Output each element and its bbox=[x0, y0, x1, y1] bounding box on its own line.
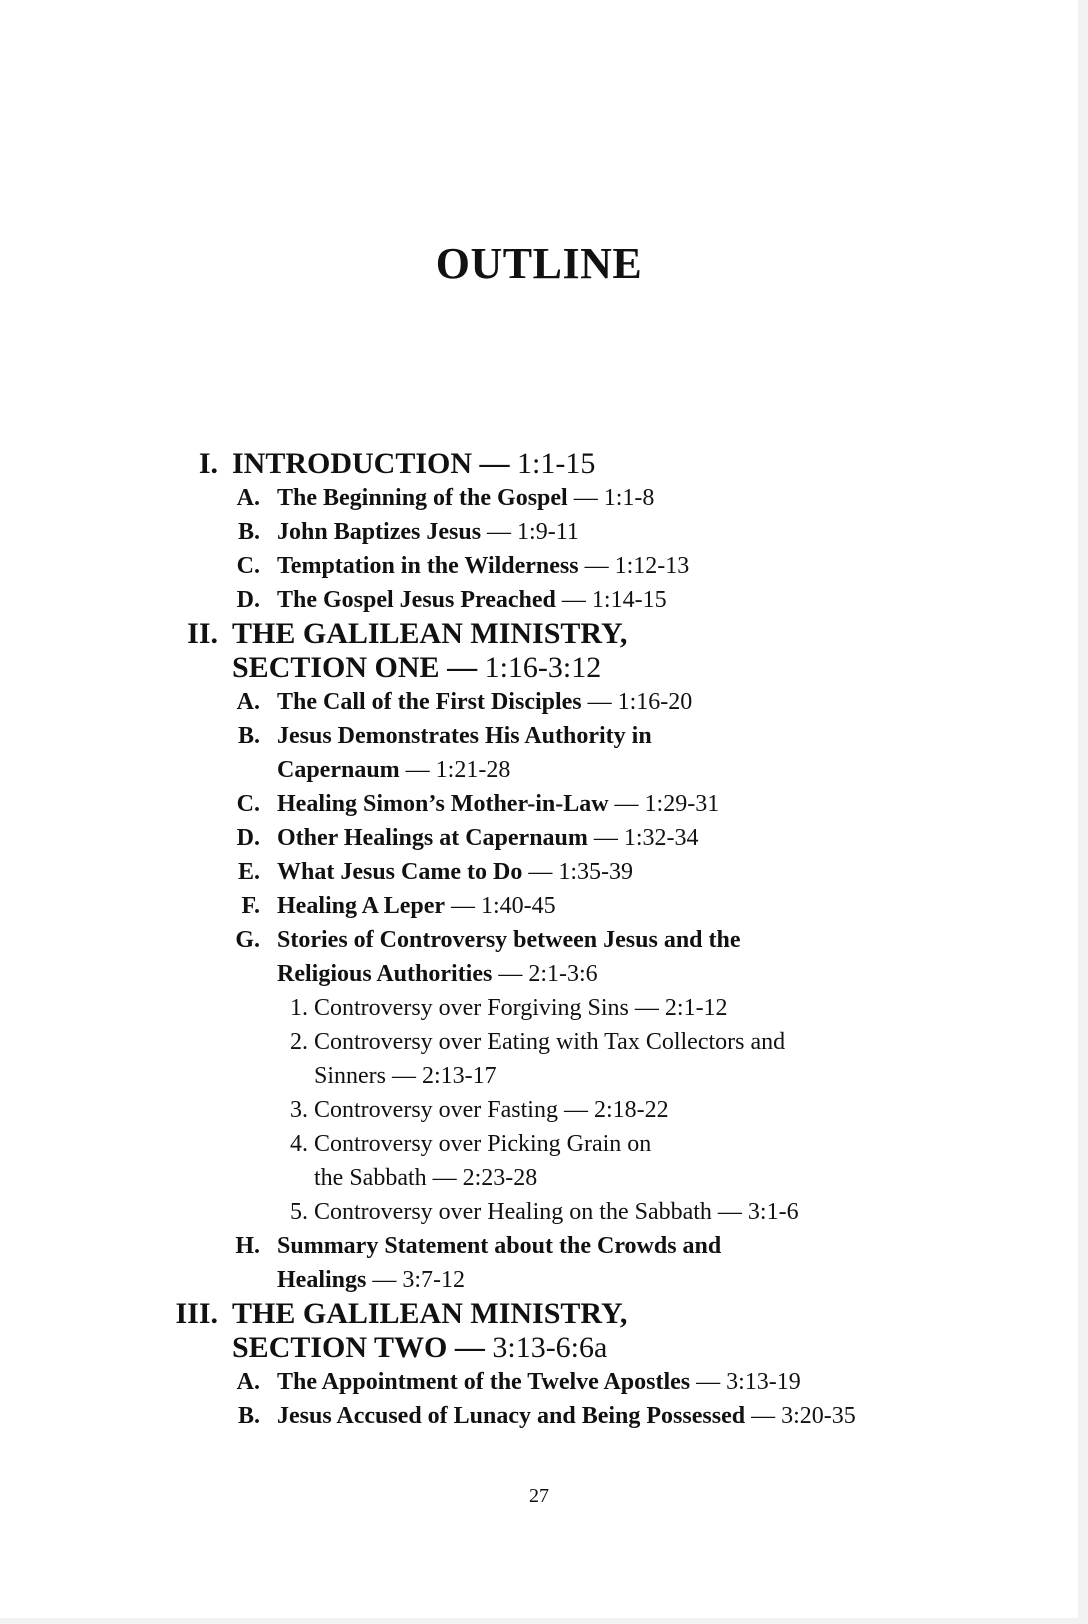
section-ii bbox=[0, 617, 1078, 651]
item-heading: Healing A Leper — 1:40-45 bbox=[277, 893, 556, 919]
item-ii-h bbox=[0, 1229, 1078, 1263]
section-number: I. bbox=[198, 447, 218, 480]
subitem-4 bbox=[0, 1127, 1078, 1161]
item-i-b bbox=[0, 515, 1078, 549]
item-letter: C. bbox=[236, 791, 260, 817]
section-heading-line1: THE GALILEAN MINISTRY, bbox=[232, 617, 628, 650]
section-heading-line2: SECTION TWO — 3:13-6:6a bbox=[232, 1331, 608, 1364]
subitem-text-line2: the Sabbath — 2:23-28 bbox=[314, 1165, 538, 1191]
subitem-number: 2. bbox=[290, 1029, 308, 1055]
page-title: OUTLINE bbox=[435, 239, 643, 288]
section-heading: INTRODUCTION — 1:1-15 bbox=[232, 447, 596, 480]
section-heading-line2: SECTION ONE — 1:16-3:12 bbox=[232, 651, 602, 684]
subitem-number: 3. bbox=[290, 1097, 308, 1123]
subitem-number: 4. bbox=[290, 1131, 308, 1157]
item-heading: What Jesus Came to Do — 1:35-39 bbox=[277, 859, 633, 885]
subitem-5 bbox=[0, 1195, 1078, 1229]
subitem-text: Controversy over Fasting — 2:18-22 bbox=[314, 1097, 669, 1123]
item-heading: The Beginning of the Gospel — 1:1-8 bbox=[277, 485, 655, 511]
section-iii-continued bbox=[0, 1331, 1078, 1365]
subitem-number: 1. bbox=[290, 995, 308, 1021]
item-heading: Temptation in the Wilderness — 1:12-13 bbox=[277, 553, 690, 579]
subitem-2-continued bbox=[0, 1059, 1078, 1093]
item-letter: B. bbox=[237, 519, 260, 545]
item-iii-b bbox=[0, 1399, 1078, 1433]
subitem-text-line2: Sinners — 2:13-17 bbox=[314, 1063, 497, 1089]
item-heading: Healing Simon’s Mother-in-Law — 1:29-31 bbox=[277, 791, 720, 817]
section-iii bbox=[0, 1297, 1078, 1331]
item-ii-e bbox=[0, 855, 1078, 889]
item-letter: F. bbox=[241, 893, 260, 919]
subitem-text-line1: Controversy over Picking Grain on bbox=[314, 1131, 652, 1157]
subitem-text: Controversy over Healing on the Sabbath — 3:1-6 bbox=[314, 1199, 799, 1225]
item-letter: A. bbox=[236, 689, 260, 715]
outline-list bbox=[0, 447, 1078, 1433]
item-heading-line2: Capernaum — 1:21-28 bbox=[277, 757, 511, 783]
subitem-3 bbox=[0, 1093, 1078, 1127]
item-heading-line1: Summary Statement about the Crowds and bbox=[277, 1233, 722, 1259]
item-ii-b-continued bbox=[0, 753, 1078, 787]
section-number: II. bbox=[187, 617, 218, 650]
item-heading: Other Healings at Capernaum — 1:32-34 bbox=[277, 825, 699, 851]
item-letter: E. bbox=[237, 859, 260, 885]
item-letter: C. bbox=[236, 553, 260, 579]
subitem-1 bbox=[0, 991, 1078, 1025]
item-heading: The Gospel Jesus Preached — 1:14-15 bbox=[277, 587, 667, 613]
item-i-c bbox=[0, 549, 1078, 583]
section-number: III. bbox=[175, 1297, 218, 1330]
subitem-text-line1: Controversy over Eating with Tax Collectors and bbox=[314, 1029, 786, 1055]
item-ii-g bbox=[0, 923, 1078, 957]
item-heading-line2: Healings — 3:7-12 bbox=[277, 1267, 466, 1293]
item-heading-line1: Stories of Controversy between Jesus and the bbox=[277, 927, 741, 953]
item-ii-d bbox=[0, 821, 1078, 855]
section-heading-line1: THE GALILEAN MINISTRY, bbox=[232, 1297, 628, 1330]
subitem-2 bbox=[0, 1025, 1078, 1059]
page-number: 27 bbox=[529, 1485, 549, 1507]
item-letter: A. bbox=[236, 1369, 260, 1395]
item-ii-a bbox=[0, 685, 1078, 719]
item-letter: G. bbox=[235, 927, 260, 953]
item-ii-h-continued bbox=[0, 1263, 1078, 1297]
subitem-4-continued bbox=[0, 1161, 1078, 1195]
item-heading: The Appointment of the Twelve Apostles — 3:13-19 bbox=[277, 1369, 801, 1395]
item-i-d bbox=[0, 583, 1078, 617]
item-heading-line1: Jesus Demonstrates His Authority in bbox=[277, 723, 652, 749]
item-ii-f bbox=[0, 889, 1078, 923]
subitem-number: 5. bbox=[290, 1199, 308, 1225]
item-i-a bbox=[0, 481, 1078, 515]
item-heading: The Call of the First Disciples — 1:16-20 bbox=[277, 689, 693, 715]
section-i bbox=[0, 447, 1078, 481]
item-heading: Jesus Accused of Lunacy and Being Possessed — 3:20-35 bbox=[277, 1403, 856, 1429]
item-letter: D. bbox=[236, 587, 260, 613]
item-letter: B. bbox=[237, 1403, 260, 1429]
item-letter: H. bbox=[235, 1233, 260, 1259]
item-iii-a bbox=[0, 1365, 1078, 1399]
subitem-text: Controversy over Forgiving Sins — 2:1-12 bbox=[314, 995, 728, 1021]
item-heading: John Baptizes Jesus — 1:9-11 bbox=[277, 519, 579, 545]
section-ii-continued bbox=[0, 651, 1078, 685]
item-letter: B. bbox=[237, 723, 260, 749]
item-heading-line2: Religious Authorities — 2:1-3:6 bbox=[277, 961, 598, 987]
item-letter: A. bbox=[236, 485, 260, 511]
item-ii-g-continued bbox=[0, 957, 1078, 991]
item-ii-b bbox=[0, 719, 1078, 753]
item-letter: D. bbox=[236, 825, 260, 851]
item-ii-c bbox=[0, 787, 1078, 821]
